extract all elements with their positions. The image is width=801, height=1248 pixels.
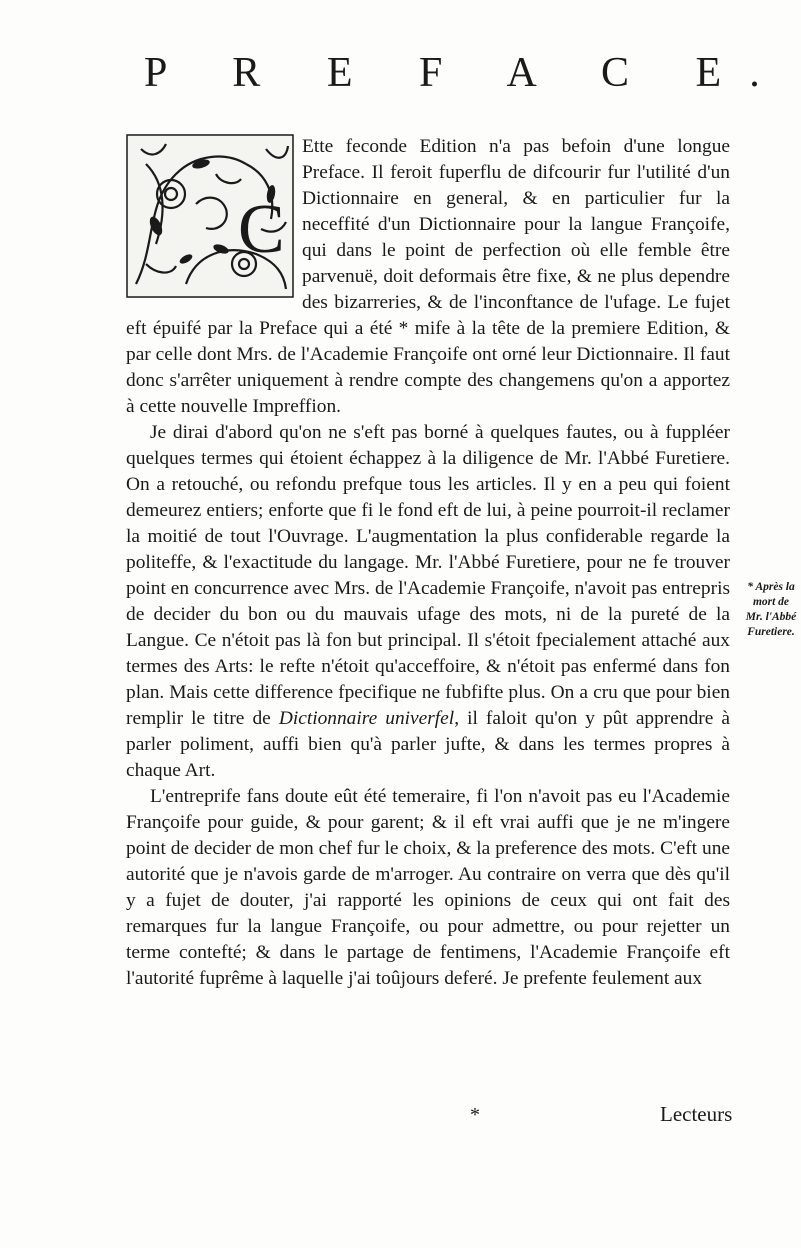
dictionary-title: Dictionnaire univerfel	[278, 708, 455, 729]
floral-ornament-icon	[126, 134, 294, 298]
preface-text	[126, 134, 730, 992]
paragraph-2-text: Je dirai d'abord qu'on ne s'eft pas borné à quelques fautes, ou à fuppléer quelques termes qui étoient échappez à la diligence de Mr. l'Abbé Furetiere. On a retouché, ou refondu prefque tous les articles. Il y en a peu qui foient demeurez entiers; enforte que fi le fond eft de lui, à peine pourroit-il reclamer la moitié de tout l'Ouvrage. L'augmentation la plus confiderable regarde la politeffe, & l'exactitude du langage. Mr. l'Abbé Furetiere, pour ne fe trouver point en concurrence avec Mrs. de l'Academie Françoife, n'avoit pas entrepris de decider du bon ou du mauvais ufage des mots, ni de la pureté de la Langue. Ce n'étoit pas là fon but principal. Il s'étoit fpecialement attaché aux termes des Arts: le refte n'étoit qu'acceffoire, & n'étoit pas enfermé dans fon plan. Mais cette difference fpecifique ne fubfifte plus. On a cru que pour bien remplir le titre de	[126, 422, 730, 729]
catchword: Lecteurs	[660, 1102, 733, 1126]
paragraph-3: L'entreprife fans doute eût été temeraire, fi l'on n'avoit pas eu l'Academie Françoife pour guide, & pour garent; & il eft vrai auffi que je ne m'ingere point de decider de mon chef fur le choix, & la preference des mots. C'eft une autorité que je n'avois garde de m'arroger. Au contraire on verra que dès qu'il y a fujet de douter, j'ai rapporté les opinions de ceux qui ont fait des remarques fur la langue Françoife, ou pour admettre, ou pour rejetter un terme contefté; & dans le partage de fentimens, l'Academie Françoife eft l'autorité fuprême à laquelle j'ai toûjours deferé. Je prefente feulement aux	[126, 786, 730, 989]
drop-cap-letter: C	[238, 191, 285, 268]
page-title: P R E F A C E.	[144, 50, 788, 96]
paragraph-2	[126, 420, 730, 784]
margin-note: * Après la mort de Mr. l'Abbé Furetiere.	[745, 581, 797, 638]
ornamental-drop-cap	[126, 134, 294, 298]
paragraph-2-end: , il faloit qu'on y pût apprendre à parler poliment, auffi bien qu'à parler jufte, & dans les termes propres à chaque Art.	[126, 708, 730, 781]
signature-mark: *	[470, 1104, 480, 1126]
paragraph-1: Ette feconde Edition n'a pas befoin d'une longue Preface. Il feroit fuperflu de difcourir fur l'utilité d'un Dictionnaire en general, & en particulier fur la neceffité d'un Dictionnaire pour la langue Françoife, qui dans le point de perfection où elle femble être parvenuë, doit deformais être fixe, & ne plus dependre des bizarreries, & de l'inconftance de l'ufage. Le fujet eft épuifé par la Preface qui a été * mife à la tête de la premiere Edition, & par celle dont Mrs. de l'Academie Françoife ont orné leur Dictionnaire. Il faut donc s'arrêter uniquement à rendre compte des changemens qu'on a apportez à cette nouvelle Impreffion.	[126, 136, 730, 417]
